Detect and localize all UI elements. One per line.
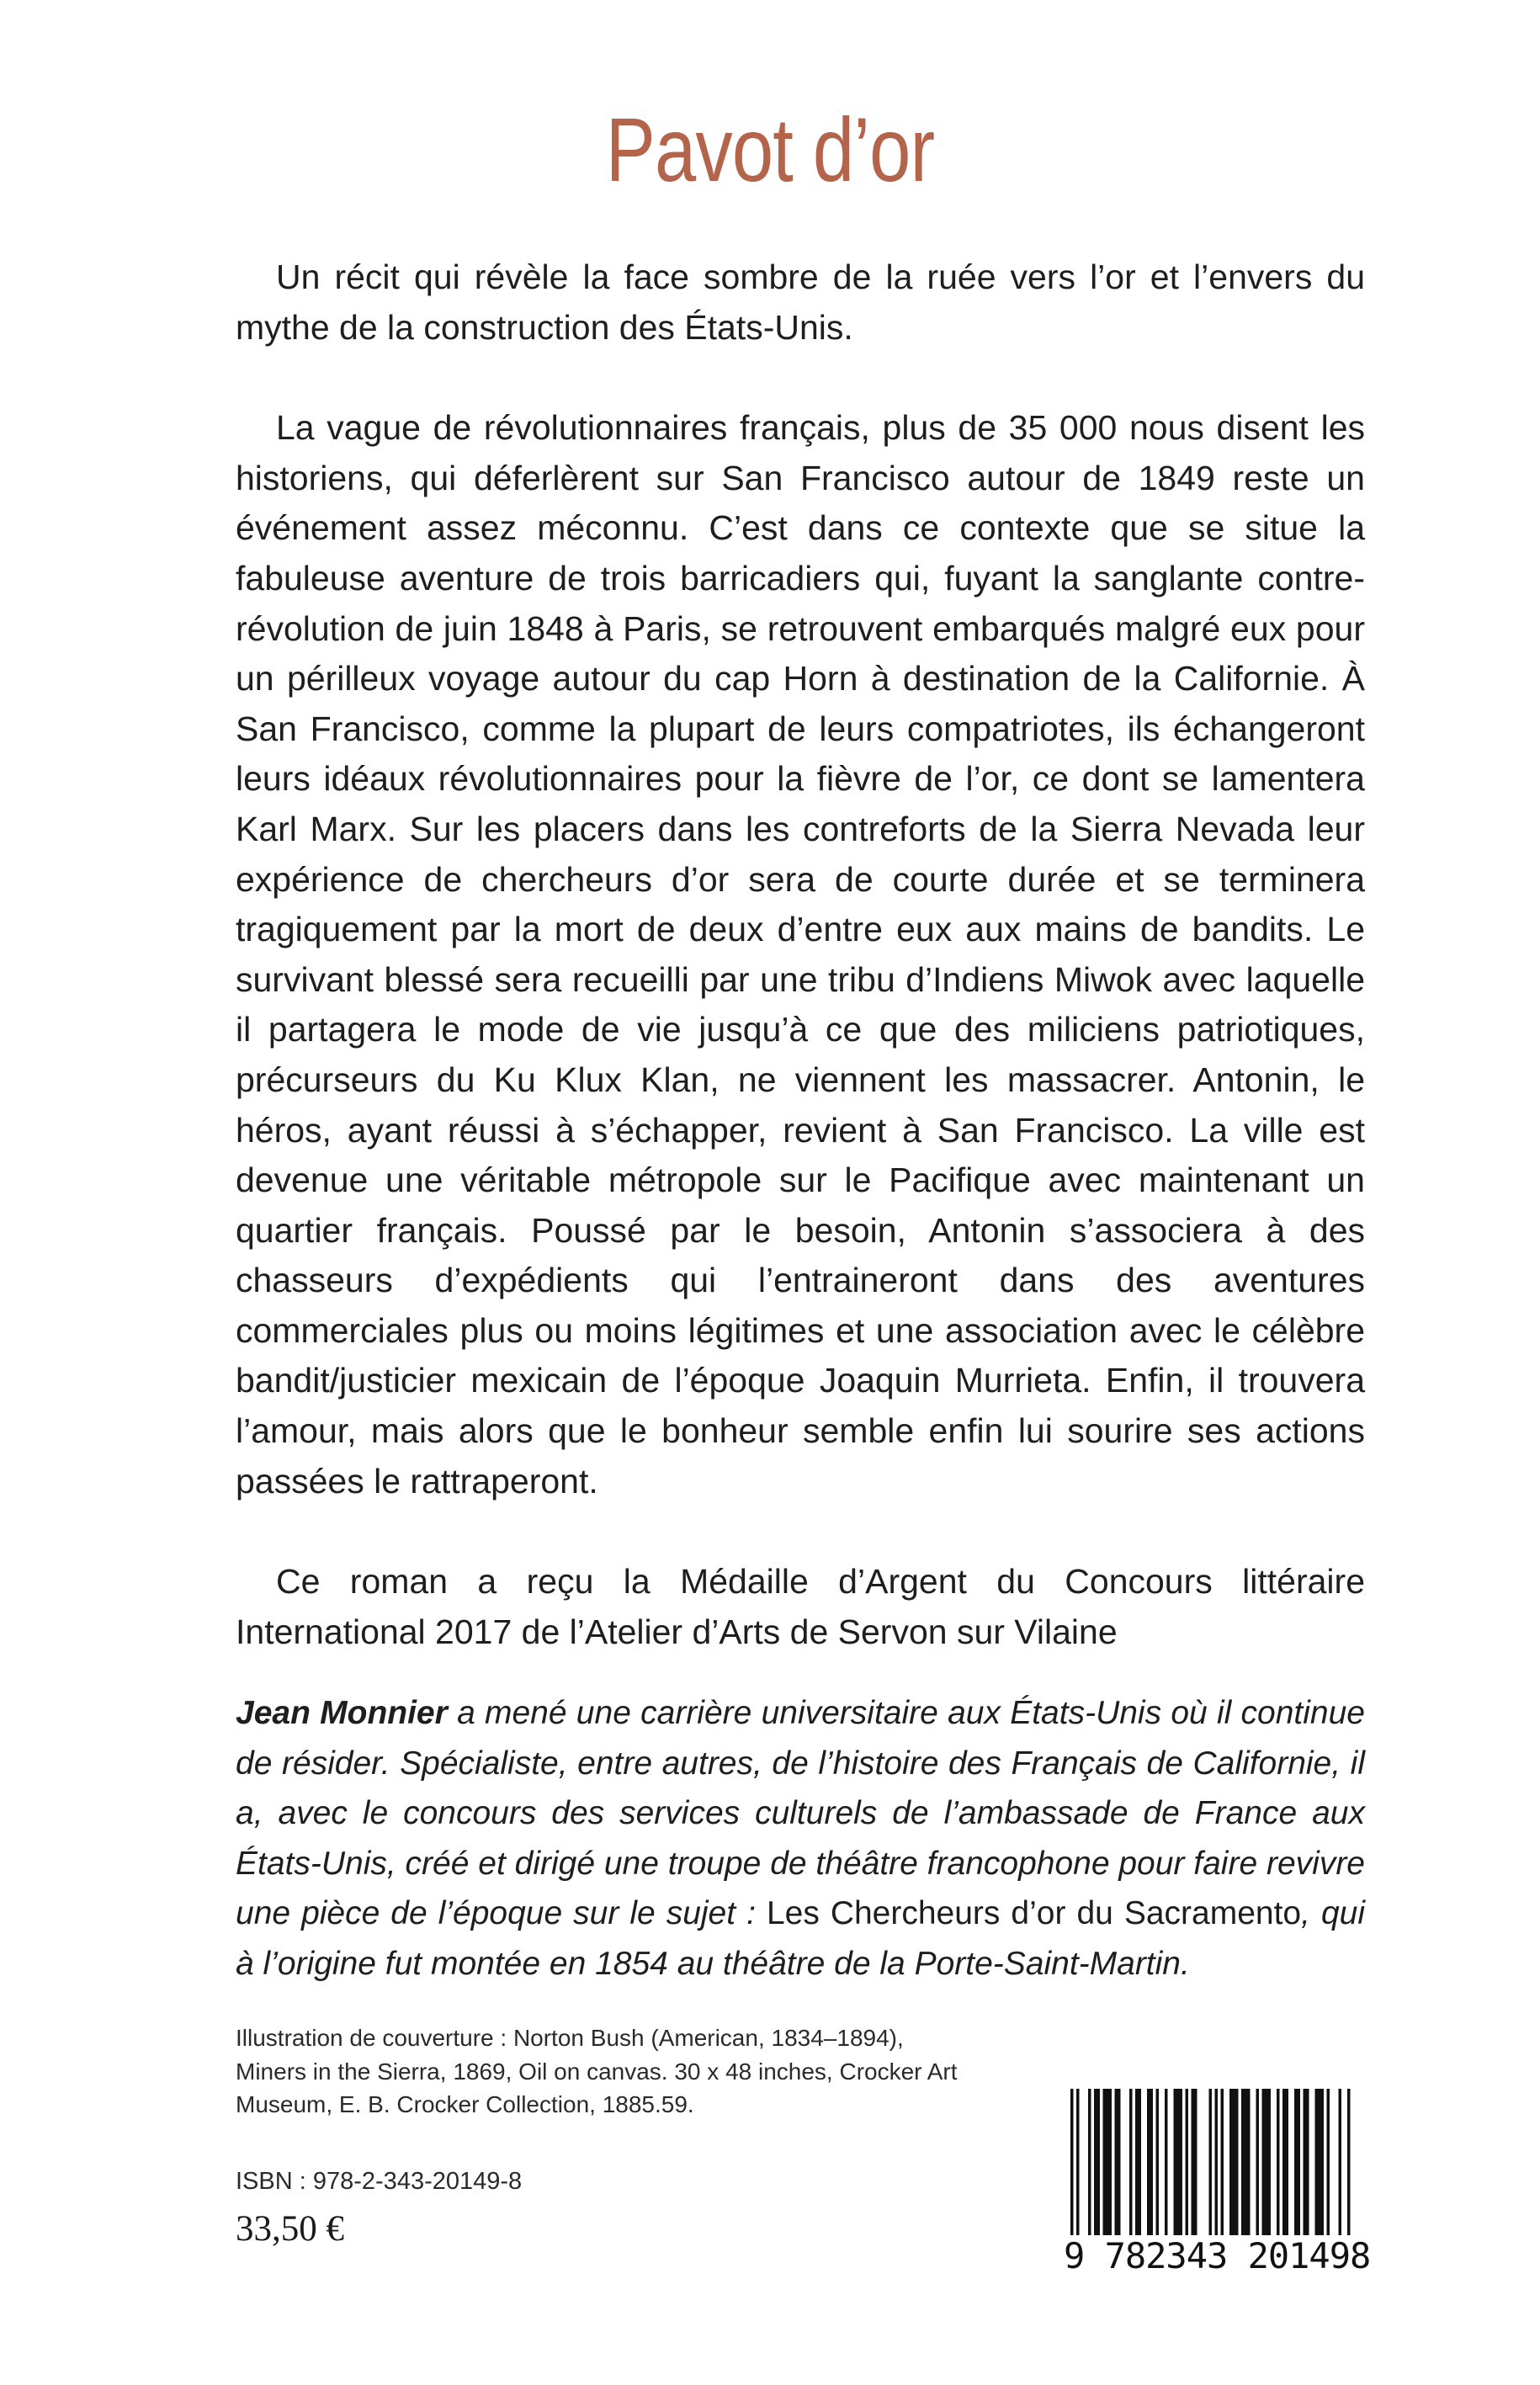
barcode-bar xyxy=(1221,2089,1224,2237)
price: 33,50 € xyxy=(236,2209,344,2249)
barcode-bar xyxy=(1115,2089,1118,2237)
isbn: ISBN : 978-2-343-20149-8 xyxy=(236,2168,523,2195)
barcode-bar xyxy=(1268,2089,1272,2237)
barcode-bar xyxy=(1321,2089,1325,2237)
barcode-bar xyxy=(1097,2089,1101,2237)
award-paragraph: Ce roman a reçu la Médaille d’Argent du Concours littéraire International 2017 de l’Atelier d’Arts de Servon sur Vilaine xyxy=(236,1562,1365,1651)
author-name: Jean Monnier xyxy=(236,1695,448,1731)
barcode-bar xyxy=(1118,2089,1121,2237)
barcode-bar xyxy=(1347,2089,1351,2257)
barcode xyxy=(1064,2085,1371,2277)
barcode-bar xyxy=(1135,2089,1139,2237)
barcode-bar xyxy=(1306,2089,1309,2237)
barcode-bar xyxy=(1176,2089,1180,2237)
play-title: Les Chercheurs d’or du Sacramento xyxy=(766,1895,1302,1931)
barcode-bar xyxy=(1277,2089,1280,2237)
barcode-bar xyxy=(1215,2089,1219,2257)
synopsis-paragraph: Un récit qui révèle la face sombre de la ruée vers l’or et l’envers du mythe de la construction des États-Unis. xyxy=(236,258,1365,347)
barcode-bar xyxy=(1094,2089,1097,2237)
barcode-bar xyxy=(1194,2089,1197,2237)
barcode-bar xyxy=(1233,2089,1236,2237)
barcode-bar xyxy=(1209,2089,1213,2257)
barcode-bar xyxy=(1186,2089,1189,2237)
barcode-bar xyxy=(1327,2089,1330,2237)
barcode-bar xyxy=(1139,2089,1142,2237)
barcode-bar xyxy=(1262,2089,1266,2237)
barcode-bar xyxy=(1265,2089,1268,2237)
author-bio-text: a mené une carrière universitaire aux États-Unis où il continue de résider. Spécialiste, entre autres, de l’histoire des Français de Californie, il a, avec le concours des services culturels de l’ambassade de France aux États-Unis, créé et dirigé une troupe de théâtre francophone pour faire revivre une pièce de l’époque sur le sujet : xyxy=(236,1695,1365,1931)
barcode-bar xyxy=(1129,2089,1133,2237)
barcode-bar xyxy=(1147,2089,1150,2237)
barcode-bar xyxy=(1286,2089,1289,2237)
barcode-bar xyxy=(1103,2089,1107,2237)
barcode-bar xyxy=(1245,2089,1248,2237)
barcode-bar xyxy=(1282,2089,1286,2237)
barcode-bar xyxy=(1180,2089,1183,2237)
author-bio-text-end: , qui à l’origine fut montée en 1854 au théâtre de la Porte-Saint-Martin. xyxy=(236,1895,1365,1982)
barcode-bar xyxy=(1070,2089,1074,2257)
barcode-bar xyxy=(1247,2089,1251,2237)
barcode-bar xyxy=(1150,2089,1154,2237)
synopsis xyxy=(236,252,1365,1657)
cover-credit-line: Illustration de couverture : Norton Bush (American, 1834–1894), xyxy=(236,2025,904,2051)
cover-credit xyxy=(236,2021,1043,2122)
barcode-bar xyxy=(1106,2089,1109,2237)
barcode-bar xyxy=(1165,2089,1168,2237)
barcode-digits: 9 782343 201498 xyxy=(1064,2235,1371,2276)
barcode-bar xyxy=(1192,2089,1195,2237)
barcode-bar xyxy=(1298,2089,1301,2237)
barcode-bar xyxy=(1229,2089,1233,2237)
barcode-bar xyxy=(1156,2089,1160,2237)
book-title: Pavot d’or xyxy=(605,98,935,200)
synopsis-paragraph: La vague de révolutionnaires français, plus de 35 000 nous disent les historiens, qui déferlèrent sur San Francisco autour de 1849 reste un événement assez méconnu. C’est dans ce contexte que se situe la fabuleuse aventure de trois barricadiers qui, fuyant la sanglante contre-révolution de juin 1848 à Paris, se retrouvent embarqués malgré eux pour un périlleux voyage autour du cap Horn à destination de la Californie. À San Francisco, comme la plupart de leurs compatriotes, ils échangeront leurs idéaux révolutionnaires pour la fièvre de l’or, ce dont se lamentera Karl Marx. Sur les placers dans les contreforts de la Sierra Nevada leur expérience de chercheurs d’or sera de courte durée et se terminera tragiquement par la mort de deux d’entre eux aux mains de bandits. Le survivant blessé sera recueilli par une tribu d’Indiens Miwok avec laquelle il partagera le mode de vie jusqu’à ce que des miliciens patriotiques, précurseurs du Ku Klux Klan, ne viennent les massacrer. Antonin, le héros, ayant réussi à s’échapper, revient à San Francisco. La ville est devenue une véritable métropole sur le Pacifique avec maintenant un quartier français. Poussé par le besoin, Antonin s’associera à des chasseurs d’expédients qui l’entraineront dans des aventures commerciales plus ou moins légitimes et une association avec le célèbre bandit/justicier mexicain de l’époque Joaquin Murrieta. Enfin, il trouvera l’amour, mais alors que le bonheur semble enfin lui sourire ses actions passées le rattraperont. xyxy=(236,408,1365,1501)
barcode-bar xyxy=(1109,2089,1113,2237)
barcode-bar xyxy=(1294,2089,1298,2237)
barcode-bar xyxy=(1256,2089,1260,2237)
author-bio xyxy=(236,1688,1365,1989)
barcode-bar xyxy=(1318,2089,1321,2237)
barcode-bar xyxy=(1304,2089,1307,2237)
barcode-bar xyxy=(1235,2089,1239,2237)
cover-credit-line: Miners in the Sierra, 1869, Oil on canvas. 30 x 48 inches, Crocker Art xyxy=(236,2058,958,2085)
barcode-bar xyxy=(1174,2089,1177,2237)
barcode-bar xyxy=(1076,2089,1080,2257)
barcode-bar xyxy=(1339,2089,1342,2237)
barcode-bar xyxy=(1088,2089,1091,2237)
barcode-bar xyxy=(1241,2089,1245,2237)
cover-credit-line: Museum, E. B. Crocker Collection, 1885.59. xyxy=(236,2091,694,2117)
barcode-bar xyxy=(1315,2089,1319,2237)
